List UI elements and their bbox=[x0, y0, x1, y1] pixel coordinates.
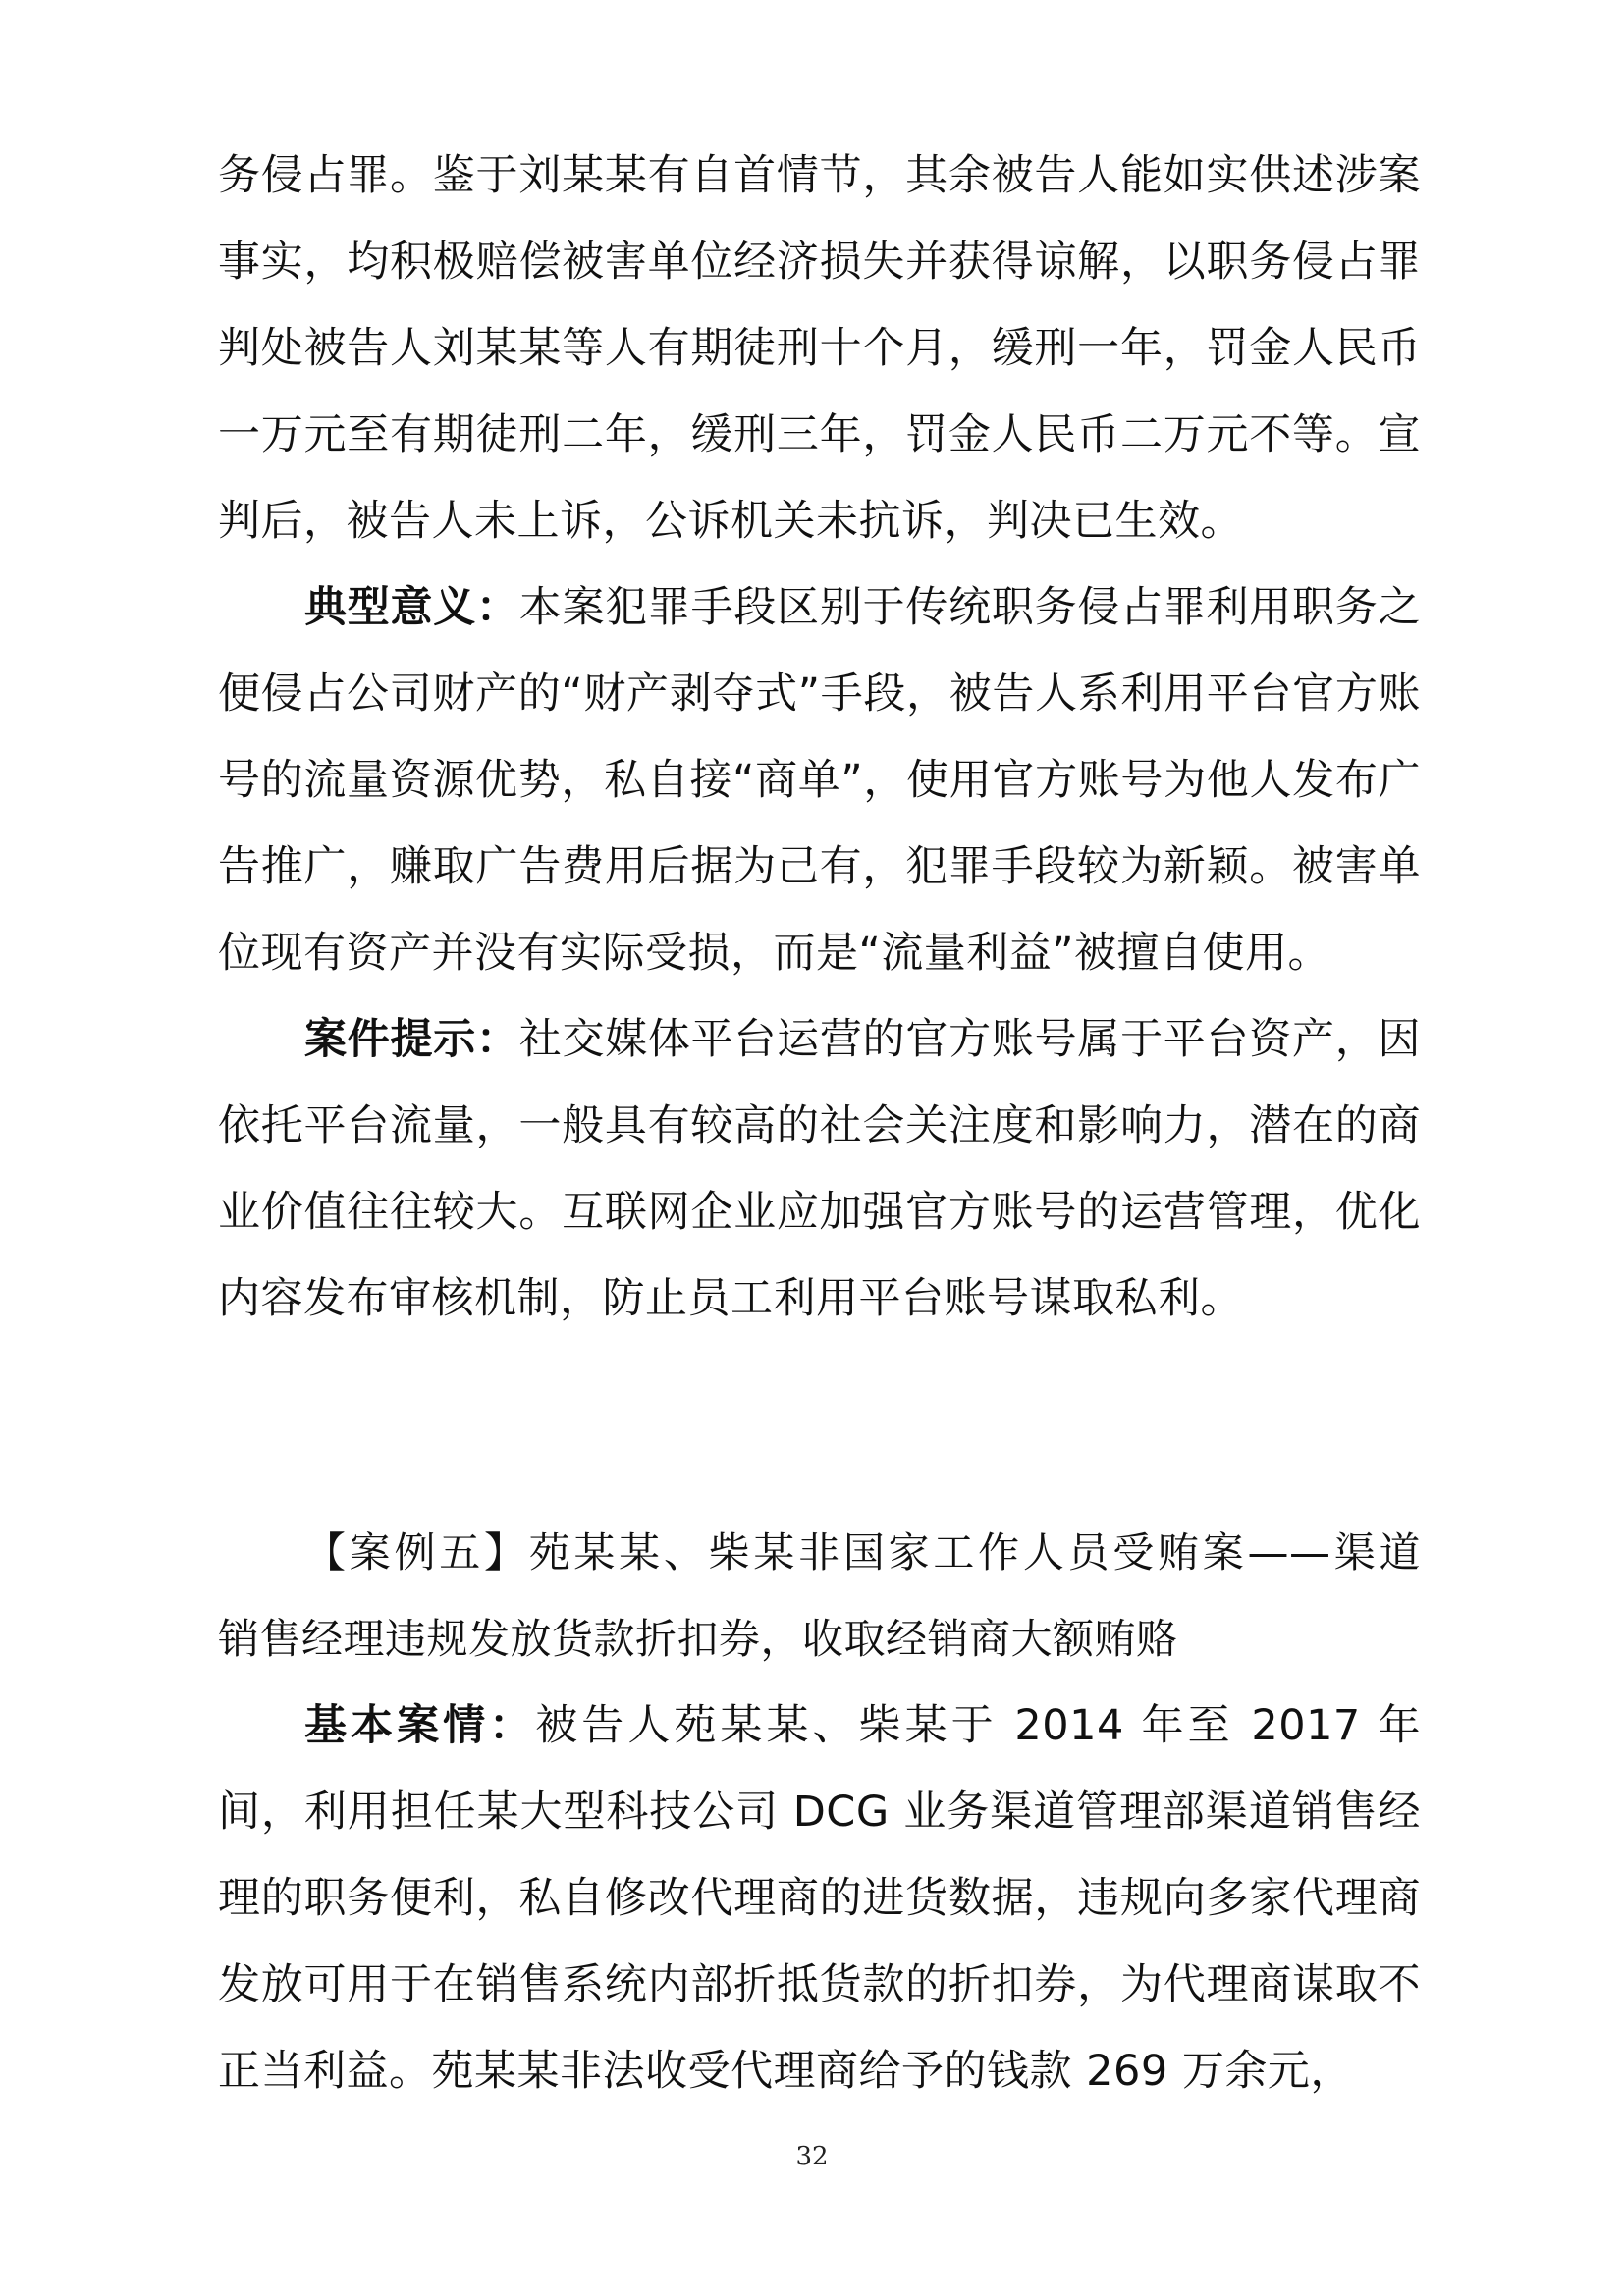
case-title-line-2: 销售经理违规发放货款折扣券，收取经销商大额贿赂 bbox=[218, 1615, 1178, 1663]
paragraph-basic-facts bbox=[218, 1682, 1421, 2114]
paragraph-significance bbox=[218, 564, 1421, 996]
body-text-bottom bbox=[218, 1682, 1421, 2114]
page-number: 32 bbox=[795, 2142, 829, 2171]
paragraph-case-tip bbox=[218, 996, 1421, 1342]
case-title-line-1: 【案例五】苑某某、柴某非国家工作人员受贿案——渠道 bbox=[304, 1528, 1421, 1576]
significance-label: 典型意义： bbox=[304, 583, 519, 632]
body-text-top bbox=[218, 133, 1421, 1342]
paragraph-verdict: 务侵占罪。鉴于刘某某有自首情节，其余被告人能如实供述涉案事实，均积极赔偿被害单位经济损失并获得谅解，以职务侵占罪判处被告人刘某某等人有期徒刑十个月，缓刑一年，罚金人民币一万元至有期徒刑二年，缓刑三年，罚金人民币二万元不等。宣判后，被告人未上诉，公诉机关未抗诉，判决已生效。 bbox=[218, 151, 1421, 546]
case-five-title bbox=[218, 1510, 1421, 1682]
case-tip-text: 社交媒体平台运营的官方账号属于平台资产，因依托平台流量，一般具有较高的社会关注度和影响力，潜在的商业价值往往较大。互联网企业应加强官方账号的运营管理，优化内容发布审核机制，防止员工利用平台账号谋取私利。 bbox=[218, 1015, 1422, 1323]
case-tip-label: 案件提示： bbox=[304, 1015, 519, 1064]
basic-facts-text: 被告人苑某某、柴某于 2014 年至 2017 年间，利用担任某大型科技公司 DCG 业务渠道管理部渠道销售经理的职务便利，私自修改代理商的进货数据，违规向多家代理商发放可用于在销售系统内部折抵货款的折扣券，为代理商谋取不正当利益。苑某某非法收受代理商给予的钱款 269 万余元， bbox=[218, 1701, 1421, 2096]
basic-facts-label: 基本案情： bbox=[304, 1701, 536, 1750]
significance-text: 本案犯罪手段区别于传统职务侵占罪利用职务之便侵占公司财产的“财产剥夺式”手段，被告人系利用平台官方账号的流量资源优势，私自接“商单”，使用官方账号为他人发布广告推广，赚取广告费用后据为己有，犯罪手段较为新颖。被害单位现有资产并没有实际受损，而是“流量利益”被擅自使用。 bbox=[218, 583, 1422, 978]
